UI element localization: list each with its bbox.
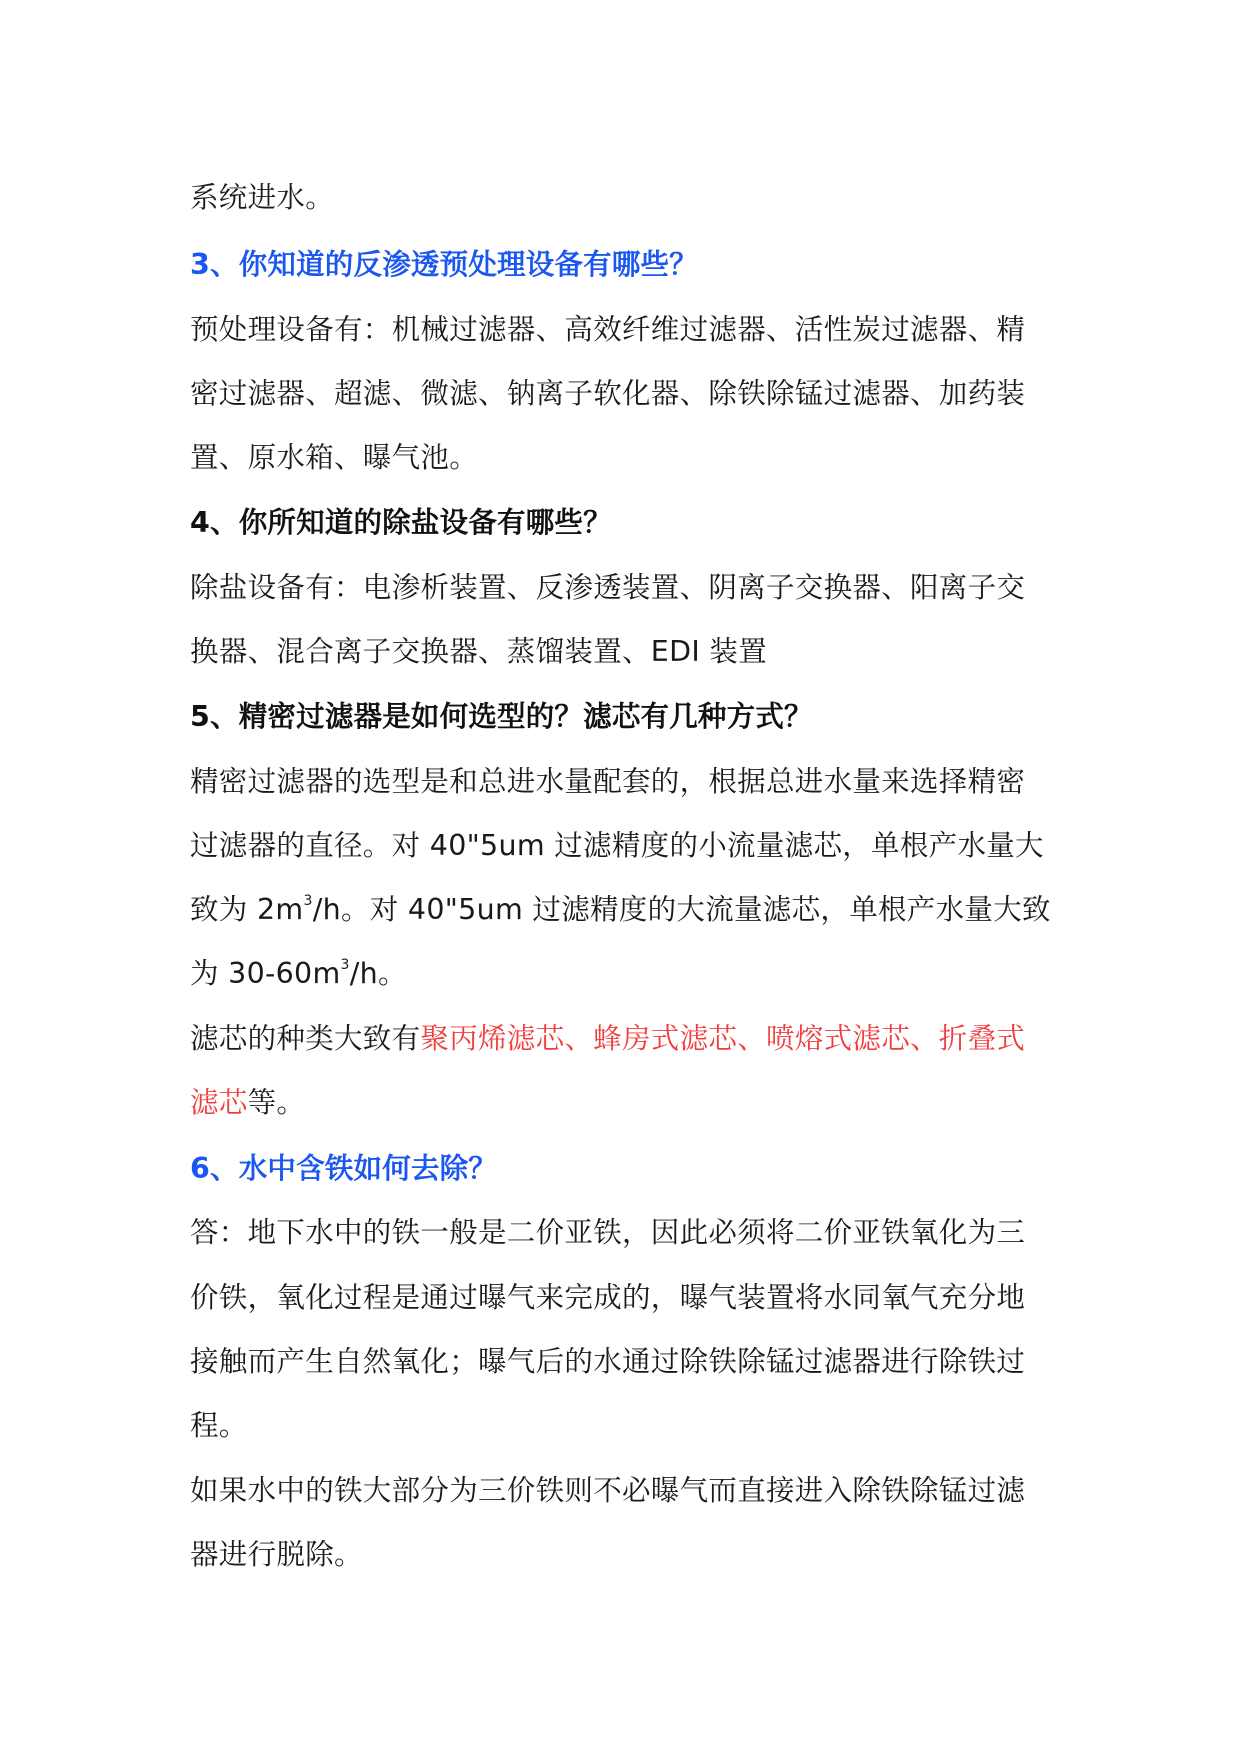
question-3-answer-line-1: 预处理设备有：机械过滤器、高效纤维过滤器、活性炭过滤器、精 (190, 313, 1026, 346)
question-5-answer-line-2: 过滤器的直径。对 40"5um 过滤精度的小流量滤芯，单根产水量大 (190, 829, 1044, 862)
question-6-answer-line-4: 程。 (190, 1409, 248, 1442)
filter-types-line-1 (190, 1019, 1060, 1059)
line3-pre: 致为 2m (190, 893, 304, 926)
question-4-heading: 4、你所知道的除盐设备有哪些？ (190, 506, 612, 539)
filter-types-suffix: 等。 (247, 1086, 306, 1119)
question-6-heading: 6、水中含铁如何去除？ (190, 1152, 498, 1185)
question-5-answer-line-1: 精密过滤器的选型是和总进水量配套的，根据总进水量来选择精密 (190, 765, 1026, 798)
question-6-answer-line-6: 器进行脱除。 (190, 1538, 363, 1571)
filter-types-highlight: 聚丙烯滤芯、蜂房式滤芯、喷熔式滤芯、折叠式 (420, 1022, 1026, 1055)
question-6-answer-line-2: 价铁，氧化过程是通过曝气来完成的，曝气装置将水同氧气充分地 (190, 1281, 1026, 1314)
filter-types-line-2 (190, 1083, 1060, 1123)
line4-pre: 为 30-60m (190, 957, 341, 990)
question-4-answer-line-1: 除盐设备有：电渗析装置、反渗透装置、阴离子交换器、阳离子交 (190, 571, 1026, 604)
question-3-heading: 3、你知道的反渗透预处理设备有哪些？ (190, 248, 698, 281)
question-5-answer-line-4 (190, 954, 1060, 994)
filter-types-prefix: 滤芯的种类大致有 (190, 1022, 421, 1055)
line3-post: /h。对 40"5um 过滤精度的大流量滤芯，单根产水量大致 (312, 893, 1051, 926)
question-6-answer-line-1: 答：地下水中的铁一般是二价亚铁，因此必须将二价亚铁氧化为三 (190, 1216, 1026, 1249)
question-6-answer-line-5: 如果水中的铁大部分为三价铁则不必曝气而直接进入除铁除锰过滤 (190, 1474, 1026, 1507)
question-3-answer-line-3: 置、原水箱、曝气池。 (190, 441, 479, 474)
superscript-3: 3 (303, 892, 313, 909)
question-6-answer-line-3: 接触而产生自然氧化；曝气后的水通过除铁除锰过滤器进行除铁过 (190, 1345, 1026, 1378)
line4-post: /h。 (349, 957, 407, 990)
question-5-heading: 5、精密过滤器是如何选型的？滤芯有几种方式？ (190, 700, 813, 733)
superscript-3: 3 (340, 956, 350, 973)
question-5-answer-line-3 (190, 890, 1060, 930)
paragraph-intro-tail: 系统进水。 (190, 181, 335, 214)
filter-types-highlight: 滤芯 (190, 1086, 248, 1119)
question-4-answer-line-2: 换器、混合离子交换器、蒸馏装置、EDI 装置 (190, 635, 768, 668)
question-3-answer-line-2: 密过滤器、超滤、微滤、钠离子软化器、除铁除锰过滤器、加药装 (190, 377, 1026, 410)
